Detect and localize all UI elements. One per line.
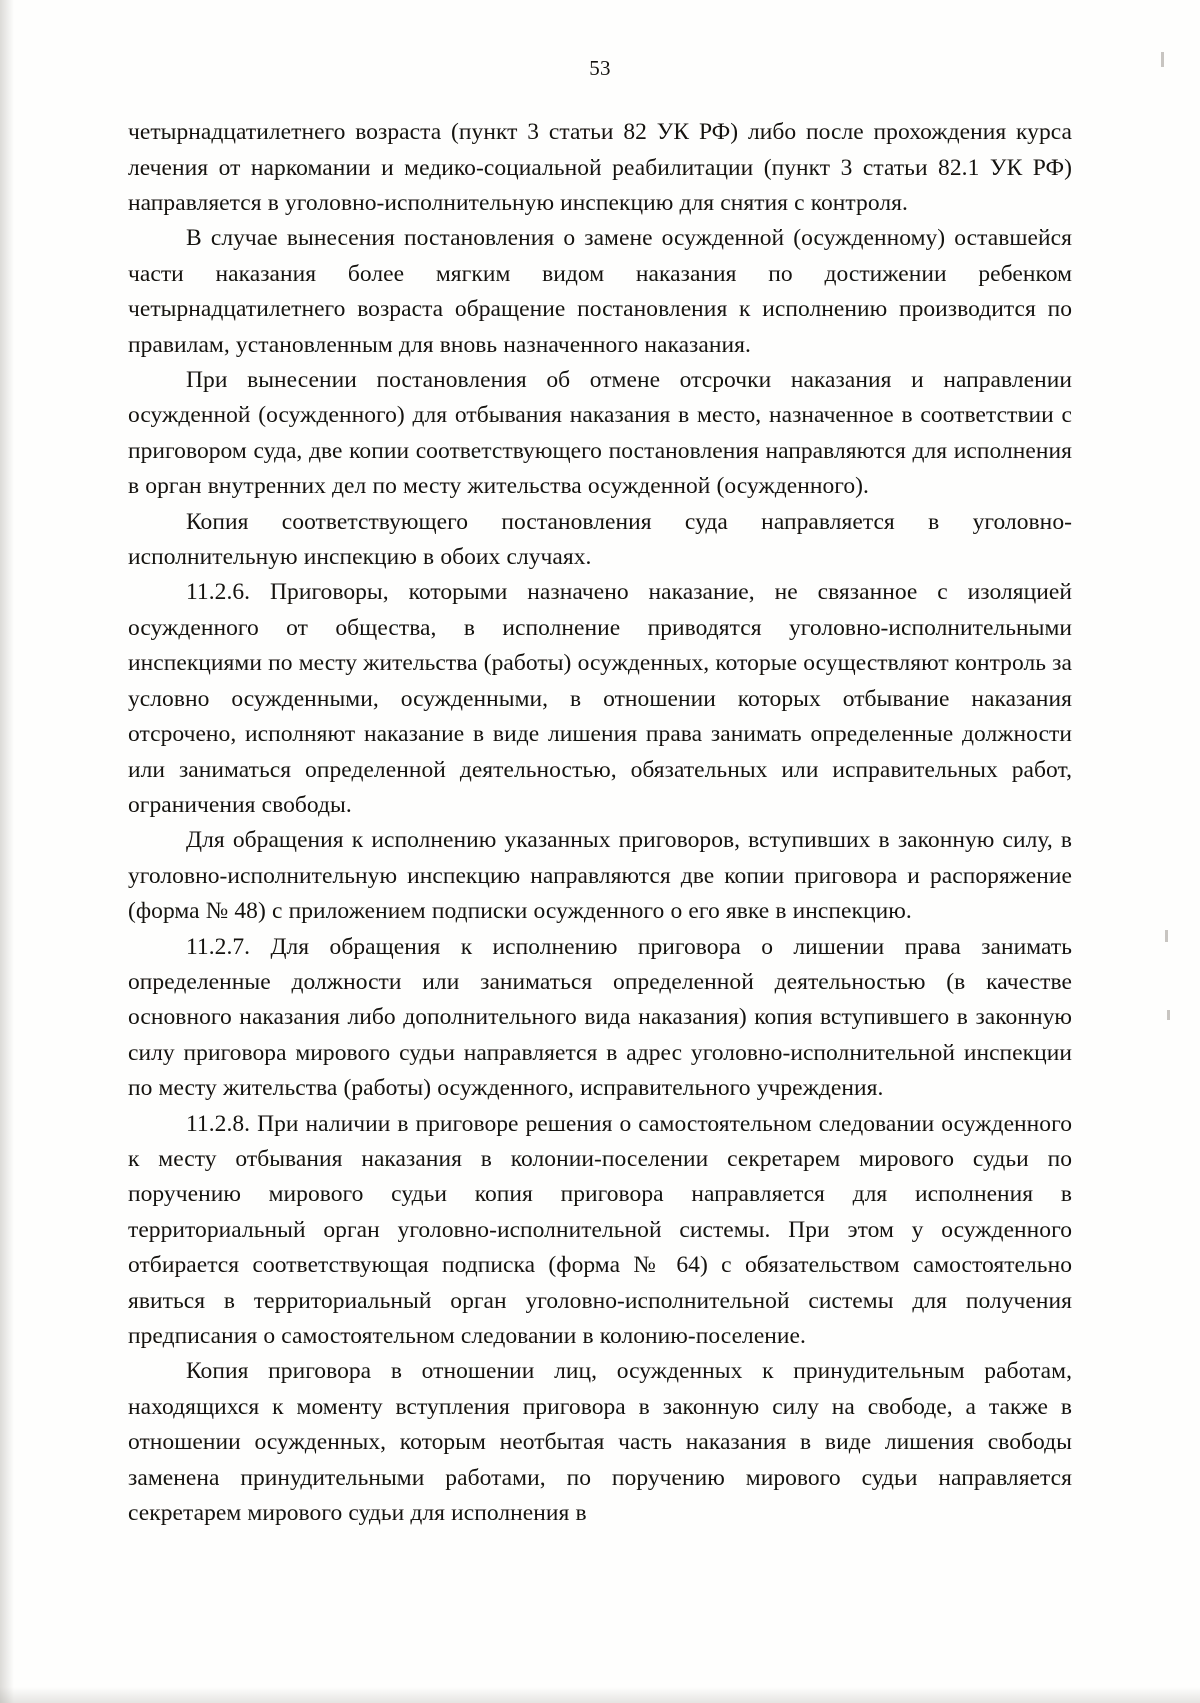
scan-artifact [1161, 52, 1164, 67]
paragraph-section-11-2-6: 11.2.6. Приговоры, которыми назначено наказание, не связанное с изоляцией осужденного от общества, в исполнение приводятся уголовно-исполнительными инспекциями по месту жительства (работы) осужденных, которые осуществляют контроль за условно осужденными, осужденными, в отношении которых отбывание наказания отсрочено, исполняют наказание в виде лишения права занимать определенные должности или заниматься определенной деятельностью, обязательных или исправительных работ, ограничения свободы. [128, 579, 1072, 818]
page-number: 53 [589, 56, 611, 80]
scan-artifact [1165, 930, 1168, 942]
document-body [128, 115, 1072, 1531]
paragraph: Копия соответствующего постановления суда направляется в уголовно-исполнительную инспекцию в обоих случаях. [128, 508, 1072, 571]
paragraph: В случае вынесения постановления о замене осужденной (осужденному) оставшейся части наказания более мягким видом наказания по достижении ребенком четырнадцатилетнего возраста обращение постановления к исполнению производится по правилам, установленным для вновь назначенного наказания. [128, 225, 1072, 358]
page-edge-shadow-bottom [0, 1687, 1200, 1703]
page-edge-shadow-left [0, 0, 14, 1703]
paragraph: четырнадцатилетнего возраста (пункт 3 статьи 82 УК РФ) либо после прохождения курса лечения от наркомании и медико-социальной реабилитации (пункт 3 статьи 82.1 УК РФ) направляется в уголовно-исполнительную инспекцию для снятия с контроля. [128, 119, 1072, 216]
paragraph: Для обращения к исполнению указанных приговоров, вступивших в законную силу, в уголовно-исполнительную инспекцию направляются две копии приговора и распоряжение (форма № 48) с приложением подписки осужденного о его явке в инспекцию. [128, 827, 1072, 925]
paragraph-section-11-2-7: 11.2.7. Для обращения к исполнению приговора о лишении права занимать определенные должности или заниматься определенной деятельностью (в качестве основного наказания либо дополнительного вида наказания) копия вступившего в законную силу приговора мирового судьи направляется в адрес уголовно-исполнительной инспекции по месту жительства (работы) осужденного, исправительного учреждения. [128, 933, 1072, 1102]
paragraph-section-11-2-8: 11.2.8. При наличии в приговоре решения о самостоятельном следовании осужденного к месту отбывания наказания в колонии-поселении секретарем мирового судьи по поручению мирового судьи копия приговора направляется для исполнения в территориальный орган уголовно-исполнительной системы. При этом у осужденного отбирается соответствующая подписка (форма № 64) с обязательством самостоятельно явиться в территориальный орган уголовно-исполнительной системы для получения предписания о самостоятельном следовании в колонию-поселение. [128, 1110, 1072, 1349]
paragraph: Копия приговора в отношении лиц, осужденных к принудительным работам, находящихся к моменту вступления приговора в законную силу на свободе, а также в отношении осужденных, которым неотбытая часть наказания в виде лишения свободы заменена принудительными работами, по поручению мирового судьи направляется секретарем мирового судьи для исполнения в [128, 1358, 1072, 1527]
scan-artifact [1167, 1010, 1170, 1020]
paragraph: При вынесении постановления об отмене отсрочки наказания и направлении осужденной (осужденного) для отбывания наказания в место, назначенное в соответствии с приговором суда, две копии соответствующего постановления направляются для исполнения в орган внутренних дел по месту жительства осужденной (осужденного). [128, 367, 1072, 500]
